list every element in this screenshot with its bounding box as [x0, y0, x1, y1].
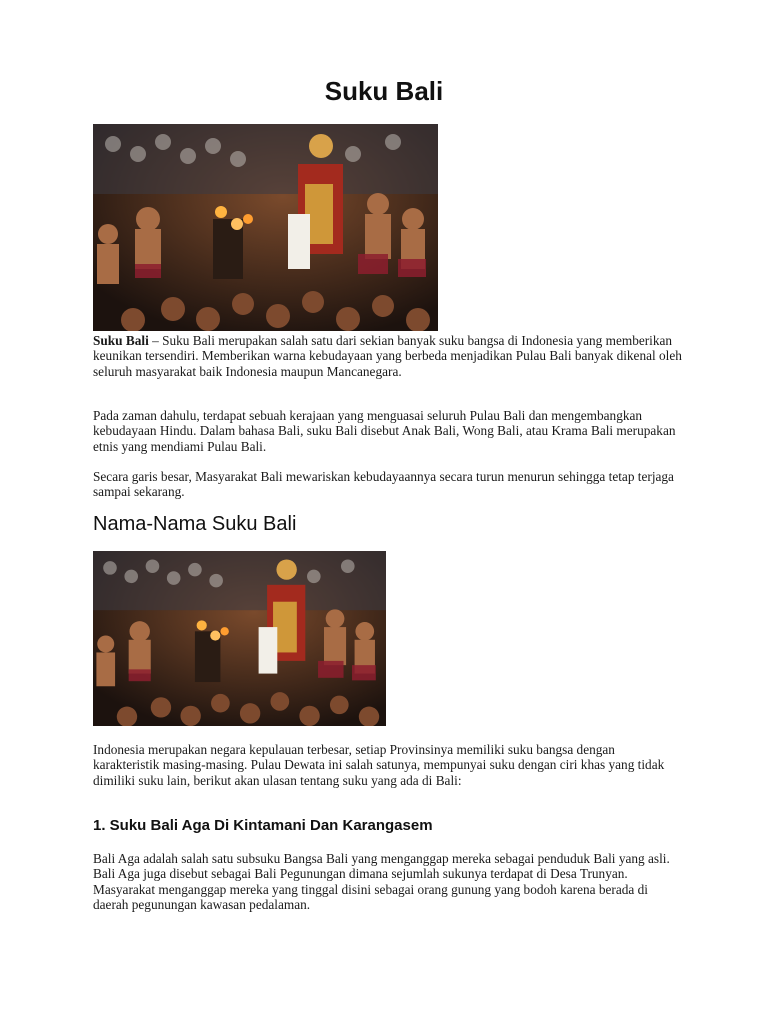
subheading-bali-aga: 1. Suku Bali Aga Di Kintamani Dan Karangasem [93, 817, 433, 834]
overview-paragraph: Indonesia merupakan negara kepulauan terbesar, setiap Provinsinya memiliki suku bangsa dengan karakteristik masing-masing. Pulau Dewata ini salah satunya, mempunyai suku dengan ciri khas yang tidak dimiliki suku lain, berikut akan ulasan tentang suku yang ada di Bali: [93, 742, 665, 788]
section-heading: Nama-Nama Suku Bali [93, 513, 297, 535]
kecak-dance-photo-2 [93, 551, 386, 726]
bali-aga-paragraph: Bali Aga adalah salah satu subsuku Bangsa Bali yang menganggap mereka sebagai penduduk Bali yang asli. Bali Aga juga disebut sebagai Bali Pegunungan dimana sejumlah sukunya terdapat di Desa Trunyan. Masyarakat menganggap mereka yang tinggal disini sebagai orang gunung yang bodoh karena berada di daerah pegunungan kawasan pedalaman. [93, 851, 670, 912]
page-title: Suku Bali [324, 76, 444, 106]
kecak-dance-photo [93, 124, 438, 331]
history-paragraph: Pada zaman dahulu, terdapat sebuah kerajaan yang menguasai seluruh Pulau Bali dan mengembangkan kebudayaan Hindu. Dalam bahasa Bali, suku Bali disebut Anak Bali, Wong Bali, atau Krama Bali merupakan etnis yang mendiami Pulau Bali. [93, 408, 676, 454]
intro-paragraph [93, 333, 683, 379]
heritage-paragraph: Secara garis besar, Masyarakat Bali mewariskan kebudayaannya secara turun menurun sehingga tetap terjaga sampai sekarang. [93, 469, 674, 500]
intro-lead: Suku Bali [93, 333, 149, 348]
intro-text: – Suku Bali merupakan salah satu dari sekian banyak suku bangsa di Indonesia yang memberikan keunikan tersendiri. Memberikan warna kebudayaan yang berbeda menjadikan Pulau Bali banyak dikenal oleh seluruh masyarakat baik Indonesia maupun Mancanegara. [93, 333, 682, 379]
